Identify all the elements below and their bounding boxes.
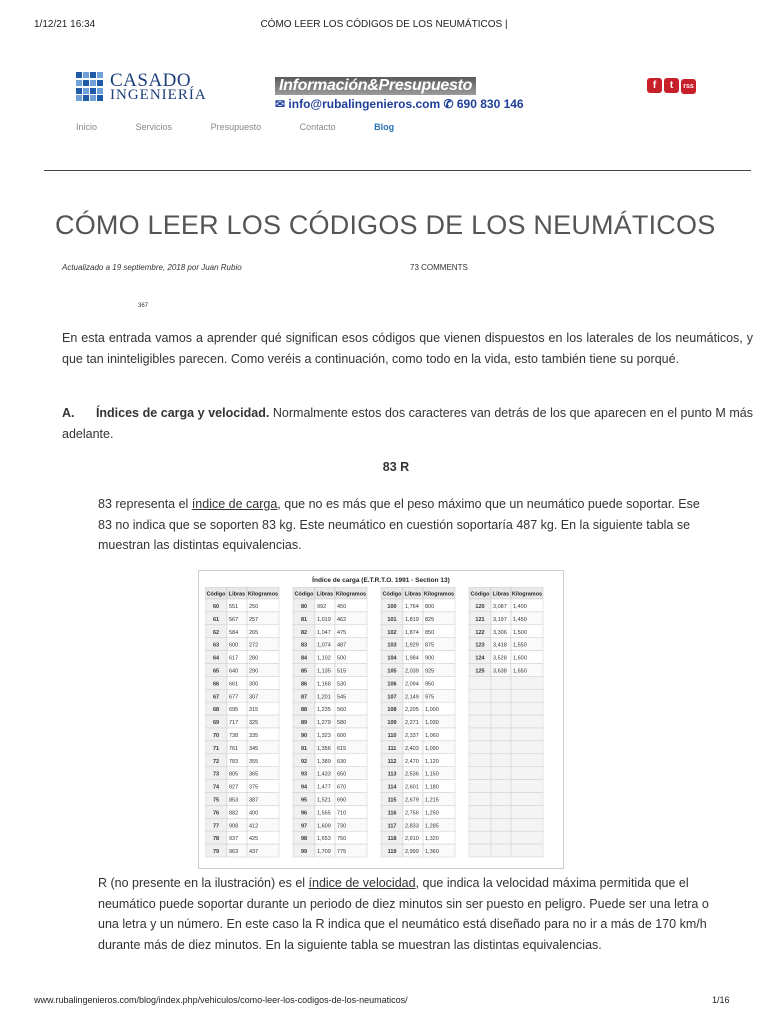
table-cell-value: 1,323 xyxy=(317,733,331,739)
table-cell-value: 3,638 xyxy=(493,668,507,675)
table-cell xyxy=(491,793,511,806)
table-cell-value: 90 xyxy=(300,733,308,739)
table-cell-value: 450 xyxy=(337,604,347,610)
intro-paragraph: En esta entrada vamos a aprender qué significan esos códigos que vienen dispuestos en los laterales de los neumáticos, y que tan ininteligibles parecen. Como veréis a continuación, como todo en la vida, esto también tiene su porqué. xyxy=(62,331,753,366)
table-cell-value: 937 xyxy=(229,836,239,843)
table-cell-value: 1,150 xyxy=(425,771,439,778)
table-cell-value: 272 xyxy=(249,642,259,649)
table-cell xyxy=(491,805,511,818)
table-cell-value: 3,418 xyxy=(493,642,507,649)
table-cell-value: 78 xyxy=(212,836,220,843)
logo-name: CASADO xyxy=(110,70,192,91)
table-cell-value: 99 xyxy=(300,849,308,856)
table-cell-value: 800 xyxy=(425,604,435,610)
table-cell-value: 250 xyxy=(249,604,259,610)
table-cell-value: 65 xyxy=(212,668,220,675)
table-cell-value: 1,929 xyxy=(405,642,419,649)
table-cell-value: 120 xyxy=(475,604,485,610)
table-cell-value: 2,337 xyxy=(405,733,419,739)
footer-url: www.rubalingenieros.com/blog/index.php/vehiculos/como-leer-los-codigos-de-los-neumaticos/ xyxy=(34,995,408,1005)
table-cell-value: 290 xyxy=(249,668,259,675)
table-cell-value: 98 xyxy=(300,836,308,843)
table-cell-value: 992 xyxy=(317,604,327,610)
table-cell xyxy=(469,702,491,715)
table-cell-value: 1,819 xyxy=(405,616,419,623)
table-cell-value: 2,271 xyxy=(405,720,419,727)
table-cell-value: 545 xyxy=(337,694,347,701)
table-cell-value: 80 xyxy=(300,604,308,610)
rss-icon[interactable]: rss xyxy=(681,79,696,94)
table-cell-value: 89 xyxy=(300,720,308,727)
table-cell-value: 115 xyxy=(387,797,397,804)
table-cell-value: 307 xyxy=(249,694,259,701)
table-cell-value: 600 xyxy=(229,642,239,649)
table-cell-value: 387 xyxy=(249,797,259,804)
table-cell-value: 71 xyxy=(212,745,220,752)
social-links xyxy=(647,75,698,94)
tire-code: 83 R xyxy=(382,460,410,474)
table-cell-value: 750 xyxy=(337,836,347,843)
table-cell-value: 101 xyxy=(387,616,397,623)
table-cell-value: 87 xyxy=(300,694,308,701)
table-cell-value: 85 xyxy=(300,668,308,675)
page-title: CÓMO LEER LOS CÓDIGOS DE LOS NEUMÁTICOS xyxy=(55,210,716,240)
table-cell-value: 412 xyxy=(249,823,259,830)
table-cell-value: 74 xyxy=(212,784,220,791)
section-text: Normalmente estos dos caracteres van detrás de los que aparecen en el punto M más adelante. xyxy=(62,406,754,441)
table-cell-value: 315 xyxy=(249,707,259,714)
share-count: 367 xyxy=(138,303,149,309)
table-cell xyxy=(511,702,543,715)
table-cell-value: 580 xyxy=(337,720,347,727)
table-cell-value: 77 xyxy=(212,823,220,830)
table-cell xyxy=(491,702,511,715)
table-cell-value: 102 xyxy=(387,629,397,636)
table-cell xyxy=(511,818,543,831)
p3-start: 83 representa el xyxy=(98,497,192,511)
table-cell-value: 515 xyxy=(337,668,347,675)
section-letter: A. xyxy=(62,406,75,420)
table-cell-value: 3,306 xyxy=(493,629,507,636)
table-cell xyxy=(511,754,543,767)
table-cell xyxy=(469,780,491,793)
table-cell-value: 2,149 xyxy=(405,694,419,701)
table-cell-value: 107 xyxy=(387,694,397,701)
table-cell-value: 257 xyxy=(249,616,259,623)
table-cell-value: 1,433 xyxy=(317,771,331,778)
table-cell xyxy=(491,780,511,793)
table-header-label: Libras xyxy=(228,591,246,598)
table-cell-value: 123 xyxy=(475,642,485,649)
table-cell xyxy=(469,676,491,689)
table-cell-value: 64 xyxy=(212,655,220,662)
table-cell-value: 1,709 xyxy=(317,849,331,856)
table-cell-value: 1,120 xyxy=(425,758,439,765)
table-cell xyxy=(469,805,491,818)
table-cell-value: 100 xyxy=(387,604,397,610)
table-cell-value: 1,000 xyxy=(425,707,439,714)
table-cell-value: 630 xyxy=(337,758,347,765)
table-cell-value: 975 xyxy=(425,694,435,701)
table-cell-value: 76 xyxy=(212,810,220,817)
table-cell xyxy=(469,741,491,754)
table-cell-value: 3,528 xyxy=(493,655,507,662)
table-cell-value: 2,756 xyxy=(405,810,419,817)
table-cell-value: 2,205 xyxy=(405,707,419,714)
table-cell-value: 1,653 xyxy=(317,836,331,843)
banner-email[interactable]: info@rubalingenieros.com xyxy=(288,97,441,111)
table-header-label: Kilogramos xyxy=(247,591,279,598)
table-cell-value: 1,074 xyxy=(317,642,331,649)
table-cell xyxy=(469,715,491,728)
table-cell-value: 73 xyxy=(212,771,220,778)
table-cell-value: 567 xyxy=(229,616,239,623)
table-cell-value: 1,874 xyxy=(405,629,419,636)
table-cell-value: 114 xyxy=(387,784,397,791)
table-cell-value: 79 xyxy=(212,849,220,856)
table-cell-value: 118 xyxy=(387,836,397,843)
load-index-table xyxy=(198,570,564,869)
table-cell-value: 530 xyxy=(337,681,347,688)
table-cell-value: 437 xyxy=(249,849,259,856)
table-header-label: Libras xyxy=(316,591,334,598)
table-cell xyxy=(511,844,543,857)
table-cell xyxy=(511,767,543,780)
load-index-grid xyxy=(205,587,557,863)
table-cell-value: 103 xyxy=(387,642,397,649)
table-cell-value: 400 xyxy=(249,810,259,817)
section-a-paragraph xyxy=(62,403,753,444)
table-cell-value: 1,650 xyxy=(513,668,527,675)
table-cell-value: 375 xyxy=(249,784,259,791)
table-cell-value: 81 xyxy=(300,616,308,623)
nav-item-presupuesto[interactable]: Presupuesto xyxy=(210,122,262,132)
table-cell-value: 900 xyxy=(425,655,435,662)
table-cell-value: 66 xyxy=(212,681,220,688)
table-cell-value: 67 xyxy=(212,694,220,701)
table-cell xyxy=(491,754,511,767)
header-divider xyxy=(44,170,751,171)
table-cell xyxy=(511,728,543,741)
table-cell-value: 61 xyxy=(212,616,220,623)
table-header-label: Código xyxy=(206,591,226,598)
table-cell-value: 717 xyxy=(229,720,239,727)
table-cell-value: 91 xyxy=(300,745,308,752)
twitter-icon[interactable]: t xyxy=(664,78,679,93)
table-cell-value: 1,250 xyxy=(425,810,439,817)
speed-index-link[interactable]: índice de velocidad xyxy=(308,876,416,890)
nav-item-inicio[interactable]: Inicio xyxy=(76,122,98,132)
table-cell-value: 670 xyxy=(337,784,347,791)
table-cell-value: 1,180 xyxy=(425,784,439,791)
table-cell-value: 1,565 xyxy=(317,810,331,817)
table-cell-value: 908 xyxy=(229,823,239,830)
table-cell-value: 125 xyxy=(475,668,485,675)
table-cell-value: 1,047 xyxy=(317,629,331,636)
section-title: Índices de carga y velocidad. xyxy=(95,406,270,420)
nav-item-servicios[interactable]: Servicios xyxy=(135,122,173,132)
table-cell xyxy=(491,728,511,741)
table-cell-value: 1,019 xyxy=(317,616,331,623)
table-cell-value: 1,135 xyxy=(317,668,331,675)
table-cell-value: 950 xyxy=(425,681,435,688)
table-cell-value: 617 xyxy=(229,655,239,662)
table-cell xyxy=(491,831,511,844)
email-icon: ✉ xyxy=(275,97,286,111)
table-cell xyxy=(469,689,491,702)
speed-index-paragraph xyxy=(98,873,728,955)
table-cell-value: 775 xyxy=(337,849,347,856)
table-cell-value: 1,764 xyxy=(405,604,419,610)
table-header-label: Código xyxy=(294,591,314,598)
table-cell xyxy=(491,715,511,728)
table-cell xyxy=(491,844,511,857)
table-cell-value: 365 xyxy=(249,771,259,778)
table-cell-value: 1,090 xyxy=(425,745,439,752)
table-cell xyxy=(491,818,511,831)
table-cell-value: 75 xyxy=(212,797,220,804)
table-cell-value: 650 xyxy=(337,771,347,778)
table-header-label: Código xyxy=(470,591,490,598)
facebook-icon[interactable]: f xyxy=(647,78,662,93)
table-cell-value: 1,201 xyxy=(317,694,331,701)
table-cell-value: 738 xyxy=(229,733,239,739)
table-cell-value: 104 xyxy=(387,655,397,662)
table-cell-value: 3,197 xyxy=(493,616,507,623)
table-cell-value: 1,609 xyxy=(317,823,331,830)
table-cell-value: 850 xyxy=(425,629,435,636)
table-cell-value: 109 xyxy=(387,720,397,727)
table-cell xyxy=(511,780,543,793)
table-cell-value: 95 xyxy=(300,797,308,804)
load-index-link[interactable]: índice de carga xyxy=(191,497,278,511)
table-cell-value: 106 xyxy=(387,681,397,688)
table-cell-value: 300 xyxy=(249,681,259,688)
table-cell-value: 425 xyxy=(249,836,259,843)
table-cell-value: 600 xyxy=(337,733,347,739)
print-title: CÓMO LEER LOS CÓDIGOS DE LOS NEUMÁTICOS | xyxy=(260,19,508,30)
table-cell-value: 825 xyxy=(425,616,435,623)
table-cell-value: 1,285 xyxy=(425,823,439,830)
table-cell-value: 68 xyxy=(212,707,220,714)
print-date: 1/12/21 16:34 xyxy=(34,19,96,30)
table-cell-value: 2,403 xyxy=(405,745,419,752)
table-cell-value: 1,360 xyxy=(425,849,439,856)
table-header-label: Libras xyxy=(492,591,510,598)
table-cell-value: 1,500 xyxy=(513,629,527,636)
table-cell-value: 1,984 xyxy=(405,655,419,662)
table-cell xyxy=(469,844,491,857)
logo-grid-icon xyxy=(76,72,106,102)
banner-phone: 690 830 146 xyxy=(456,97,524,111)
table-cell xyxy=(491,767,511,780)
table-cell-value: 122 xyxy=(475,629,485,636)
table-cell-value: 1,215 xyxy=(425,797,439,804)
table-cell xyxy=(491,676,511,689)
contact-banner[interactable] xyxy=(275,77,525,111)
post-meta: Actualizado a 19 septiembre, 2018 por Juan Rubio xyxy=(62,263,242,272)
table-cell-value: 345 xyxy=(249,745,259,752)
table-cell-value: 83 xyxy=(300,642,308,649)
table-cell-value: 1,356 xyxy=(317,745,331,752)
table-cell-value: 827 xyxy=(229,784,239,791)
comments-link[interactable]: 73 COMMENTS xyxy=(410,263,468,272)
phone-icon: ✆ xyxy=(443,97,454,111)
table-cell-value: 695 xyxy=(229,707,239,714)
table-cell-value: 86 xyxy=(300,681,308,688)
table-cell-value: 925 xyxy=(425,668,435,675)
table-cell-value: 70 xyxy=(212,733,220,739)
table-header-label: Kilogramos xyxy=(511,591,543,598)
table-cell-value: 111 xyxy=(387,745,397,752)
load-index-paragraph xyxy=(98,494,708,556)
table-cell-value: 84 xyxy=(300,655,308,662)
table-cell-value: 1,060 xyxy=(425,733,439,739)
table-cell-value: 2,999 xyxy=(405,849,419,856)
table-cell-value: 335 xyxy=(249,733,259,739)
table-cell-value: 94 xyxy=(300,784,308,791)
table-cell-value: 640 xyxy=(229,668,239,675)
table-header-label: Kilogramos xyxy=(335,591,367,598)
table-cell-value: 93 xyxy=(300,771,308,778)
table-cell-value: 110 xyxy=(387,733,397,739)
table-cell xyxy=(469,831,491,844)
banner-title: Información&Presupuesto xyxy=(275,77,476,95)
table-cell-value: 124 xyxy=(475,655,485,662)
table-cell-value: 2,679 xyxy=(405,797,419,804)
table-cell-value: 113 xyxy=(387,771,397,778)
table-cell-value: 2,601 xyxy=(405,784,419,791)
table-cell-value: 2,094 xyxy=(405,681,419,688)
table-cell-value: 82 xyxy=(300,629,308,636)
table-cell-value: 882 xyxy=(229,810,239,817)
table-cell-value: 60 xyxy=(212,604,220,610)
table-cell-value: 72 xyxy=(212,758,220,765)
table-cell-value: 280 xyxy=(249,655,259,662)
table-cell-value: 1,550 xyxy=(513,642,527,649)
table-cell xyxy=(491,689,511,702)
table-cell-value: 853 xyxy=(229,797,239,804)
table-cell xyxy=(511,741,543,754)
table-cell xyxy=(511,715,543,728)
table-cell xyxy=(511,676,543,689)
main-nav xyxy=(76,122,430,132)
table-cell-value: 1,600 xyxy=(513,655,527,662)
table-cell-value: 1,450 xyxy=(513,616,527,623)
table-cell xyxy=(469,754,491,767)
table-cell-value: 783 xyxy=(229,758,239,765)
table-cell-value: 1,279 xyxy=(317,720,331,727)
table-cell-value: 963 xyxy=(229,849,239,856)
table-cell xyxy=(511,805,543,818)
table-cell-value: 500 xyxy=(337,655,347,662)
table-cell-value: 560 xyxy=(337,707,347,714)
table-cell-value: 121 xyxy=(475,616,485,623)
table-cell-value: 1,030 xyxy=(425,720,439,727)
table-cell-value: 2,039 xyxy=(405,668,419,675)
table-cell-value: 1,102 xyxy=(317,655,331,662)
table-cell-value: 1,477 xyxy=(317,784,331,791)
table-cell-value: 805 xyxy=(229,771,239,778)
table-cell-value: 551 xyxy=(229,604,239,610)
table-cell-value: 2,470 xyxy=(405,758,419,765)
table-cell-value: 117 xyxy=(387,823,397,830)
table-cell-value: 761 xyxy=(229,745,239,752)
table-cell-value: 325 xyxy=(249,720,259,727)
table-cell-value: 108 xyxy=(387,707,397,714)
table-cell-value: 96 xyxy=(300,810,308,817)
table-cell-value: 265 xyxy=(249,629,259,636)
table-cell xyxy=(469,818,491,831)
nav-item-blog[interactable]: Blog xyxy=(374,122,395,132)
table-cell-value: 105 xyxy=(387,668,397,675)
table-cell-value: 462 xyxy=(337,616,347,623)
table-cell-value: 69 xyxy=(212,720,220,727)
table-cell-value: 119 xyxy=(387,849,397,856)
table-header-label: Libras xyxy=(404,591,422,598)
table-header-label: Código xyxy=(382,591,402,598)
table-cell-value: 92 xyxy=(300,758,308,765)
table-cell xyxy=(511,793,543,806)
table-cell-value: 112 xyxy=(387,758,397,765)
table-cell-value: 1,235 xyxy=(317,707,331,714)
table-cell-value: 2,910 xyxy=(405,836,419,843)
banner-contact xyxy=(275,97,525,111)
p4-end: , que indica la velocidad máxima permitida que el neumático puede soportar durante un periodo de diez minutos sin ser puesto en peligro. Puede ser una letra o una letra y un número. En este caso la R indica que el neumático está diseñado para no ir a más de 170 km/h durante más de diez minutos. En la siguiente tabla se muestran las distintas equivalencias. xyxy=(98,876,709,952)
table-cell-value: 97 xyxy=(300,823,308,830)
table-cell-value: 88 xyxy=(300,707,308,714)
table-cell-value: 62 xyxy=(212,629,220,636)
table-cell-value: 875 xyxy=(425,642,435,649)
table-cell-value: 1,400 xyxy=(513,604,527,610)
nav-item-contacto[interactable]: Contacto xyxy=(299,122,336,132)
table-cell xyxy=(511,831,543,844)
table-cell-value: 63 xyxy=(212,642,220,649)
table-cell xyxy=(469,767,491,780)
footer-page: 1/16 xyxy=(712,995,730,1005)
table-cell xyxy=(511,689,543,702)
table-cell-value: 730 xyxy=(337,823,347,830)
table-cell-value: 1,521 xyxy=(317,797,331,804)
table-cell-value: 1,168 xyxy=(317,681,331,688)
table-cell-value: 3,087 xyxy=(493,604,507,610)
table-cell-value: 661 xyxy=(229,681,239,688)
table-cell-value: 1,389 xyxy=(317,758,331,765)
logo-subname: INGENIERÍA xyxy=(110,87,207,103)
table-cell xyxy=(469,793,491,806)
table-cell-value: 710 xyxy=(337,810,347,817)
table-cell-value: 690 xyxy=(337,797,347,804)
table-header-label: Kilogramos xyxy=(423,591,455,598)
table-cell-value: 355 xyxy=(249,758,259,765)
table-cell-value: 584 xyxy=(229,629,239,636)
table-cell-value: 2,536 xyxy=(405,771,419,778)
table-caption: Índice de carga (E.T.R.T.O. 1991 - Section 13) xyxy=(312,577,450,584)
p4-start: R (no presente en la ilustración) es el xyxy=(98,876,309,890)
table-cell-value: 116 xyxy=(387,810,397,817)
table-cell-value: 1,320 xyxy=(425,836,439,843)
table-cell-value: 475 xyxy=(337,629,347,636)
p3-end: , que no es más que el peso máximo que un neumático puede soportar. Ese 83 no indica que se soporten 83 kg. Este neumático en cuestión soportaría 487 kg. En la siguiente tabla se muestran las distintas equivalencias. xyxy=(98,497,700,552)
table-cell-value: 2,833 xyxy=(405,823,419,830)
table-cell-value: 487 xyxy=(337,642,347,649)
table-cell xyxy=(469,728,491,741)
table-cell xyxy=(491,741,511,754)
table-cell-value: 615 xyxy=(337,745,347,752)
table-cell-value: 677 xyxy=(229,694,239,701)
